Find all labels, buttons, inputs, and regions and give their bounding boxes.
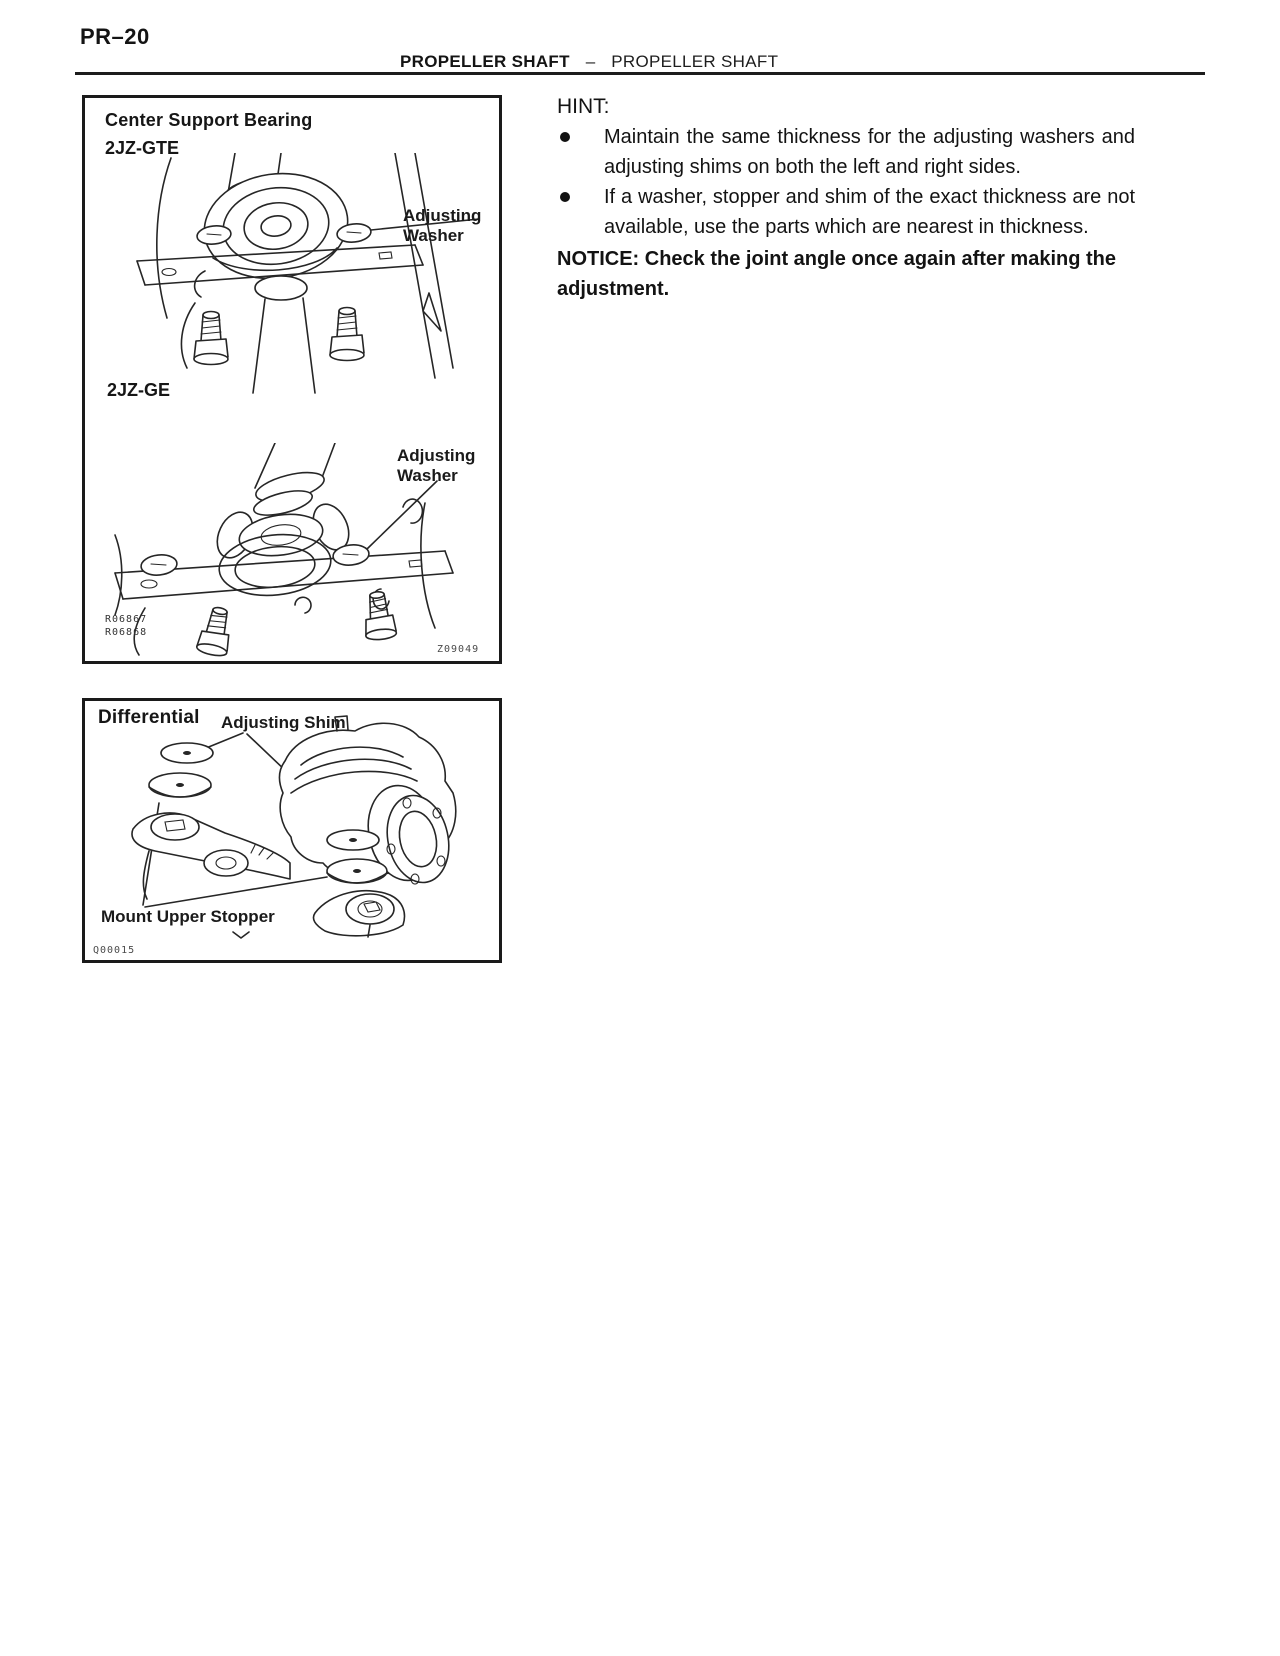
bullet-icon — [560, 132, 570, 142]
hint-bullet-1-text: Maintain the same thickness for the adjusting washers and adjusting shims on both the left and right sides. — [604, 126, 1135, 178]
figure2-ref-code: Q00015 — [93, 945, 136, 956]
figure1-ref-code: Z09049 — [437, 644, 480, 655]
bolt-icon — [330, 308, 364, 361]
figure-center-support-bearing — [82, 95, 502, 664]
hint-title: HINT: — [557, 95, 610, 118]
figure1-part-code-2: R06868 — [105, 627, 148, 638]
header-divider — [75, 72, 1205, 75]
figure1-part-code-1: R06867 — [105, 614, 148, 625]
notice-text: NOTICE: Check the joint angle once again after making the adjustment. — [557, 248, 1116, 300]
hint-bullet-2 — [557, 182, 1135, 242]
procedure-text — [557, 92, 1135, 304]
figure1-engine-2jz-ge-label: 2JZ-GE — [107, 380, 171, 400]
page-header — [400, 52, 778, 72]
bullet-icon — [560, 192, 570, 202]
figure1-adjusting-washer-label-bottom: Adjusting Washer — [397, 446, 476, 485]
section-title: PROPELLER SHAFT — [611, 52, 779, 71]
section-title-bold: PROPELLER SHAFT — [400, 52, 570, 71]
figure2-adjusting-shim-label: Adjusting Shim — [221, 713, 346, 732]
figure2-mount-upper-stopper-label: Mount Upper Stopper — [101, 907, 275, 926]
page-number: PR–20 — [80, 24, 150, 49]
figure1-title: Center Support Bearing — [105, 110, 313, 130]
bolt-icon — [361, 590, 396, 641]
hint-bullet-1 — [557, 122, 1135, 182]
section-separator: – — [585, 52, 596, 71]
figure1-adjusting-washer-label-top: Adjusting Washer — [403, 206, 482, 245]
figure-differential — [82, 698, 502, 963]
figure1-engine-2jz-gte-label: 2JZ-GTE — [105, 138, 180, 158]
bolt-icon — [196, 605, 236, 658]
figure2-title: Differential — [98, 707, 200, 728]
hint-bullet-2-text: If a washer, stopper and shim of the exact thickness are not available, use the parts which are nearest in thickness. — [604, 186, 1135, 238]
bolt-icon — [194, 312, 228, 365]
